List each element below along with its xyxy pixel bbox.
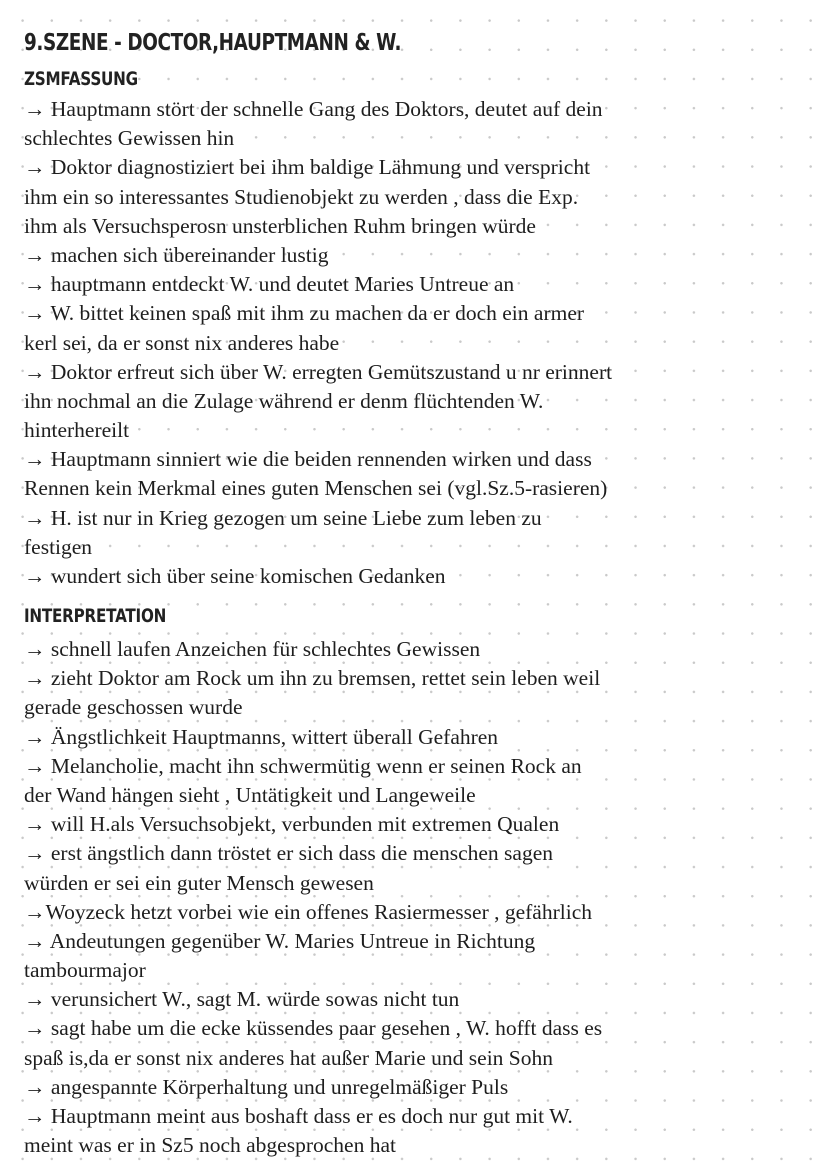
summary-line: → wundert sich über seine komischen Gedanken xyxy=(24,564,446,588)
summary-line: → H. ist nur in Krieg gezogen um seine Liebe zum leben zu xyxy=(24,505,542,530)
interpretation-line: → zieht Doktor am Rock um ihn zu bremsen, rettet sein leben weil xyxy=(24,666,601,691)
summary-line: schlechtes Gewissen hin xyxy=(24,126,235,151)
interpretation-line: → Andeutungen gegenüber W. Maries Untreue in Richtung xyxy=(24,928,536,953)
summary-line: ihn nochmal an die Zulage während er denm flüchtenden W. xyxy=(24,388,544,413)
summary-line: ihm ein so interessantes Studienobjekt zu werden , dass die Exp. xyxy=(24,184,579,209)
summary-line: → W. bittet keinen spaß mit ihm zu machen da er doch ein armer xyxy=(24,301,585,326)
interpretation-line: → Hauptmann meint aus boshaft dass er es doch nur gut mit W. xyxy=(24,1104,573,1128)
summary-line: Rennen kein Merkmal eines guten Menschen sei (vgl.Sz.5-rasieren) xyxy=(24,476,608,501)
summary-list xyxy=(24,95,724,591)
interpretation-line: spaß is,da er sonst nix anderes hat außer Marie und sein Sohn xyxy=(24,1045,554,1070)
interpretation-line: → Melancholie, macht ihn schwermütig wenn er seinen Rock an xyxy=(24,753,582,778)
interpretation-line: → Ängstlichkeit Hauptmanns, wittert überall Gefahren xyxy=(24,724,499,749)
interpretation-line: der Wand hängen sieht , Untätigkeit und Langeweile xyxy=(24,782,476,807)
interpretation-list xyxy=(24,635,724,1160)
interpretation-line: → verunsichert W., sagt M. würde sowas nicht tun xyxy=(24,987,460,1012)
interpretation-line: →Woyzeck hetzt vorbei wie ein offenes Rasiermesser , gefährlich xyxy=(24,899,592,924)
interpretation-line: gerade geschossen wurde xyxy=(24,695,243,720)
summary-heading: ZSMFASSUNG xyxy=(24,68,138,90)
summary-line: hinterhereilt xyxy=(24,418,130,443)
interpretation-line: → erst ängstlich dann tröstet er sich dass die menschen sagen xyxy=(24,841,553,866)
interpretation-heading: INTERPRETATION xyxy=(24,605,167,627)
summary-line: ihm als Versuchsperosn unsterblichen Ruhm bringen würde xyxy=(24,213,536,238)
interpretation-line: meint was er in Sz5 noch abgesprochen hat xyxy=(24,1133,396,1158)
interpretation-line: → angespannte Körperhaltung und unregelmäßiger Puls xyxy=(24,1074,509,1099)
summary-line: → Doktor erfreut sich über W. erregten Gemütszustand u nr erinnert xyxy=(24,359,613,384)
summary-line: → Doktor diagnostiziert bei ihm baldige Lähmung und verspricht xyxy=(24,155,591,180)
summary-line: → machen sich übereinander lustig xyxy=(24,242,329,267)
interpretation-line: → schnell laufen Anzeichen für schlechtes Gewissen xyxy=(24,637,481,661)
interpretation-line: → will H.als Versuchsobjekt, verbunden mit extremen Qualen xyxy=(24,812,560,837)
interpretation-line: → sagt habe um die ecke küssendes paar gesehen , W. hofft dass es xyxy=(24,1016,603,1041)
summary-line: → Hauptmann stört der schnelle Gang des Doktors, deutet auf dein xyxy=(24,97,603,121)
page-title: 9.SZENE - DOCTOR,HAUPTMANN & W. xyxy=(24,30,402,56)
interpretation-line: würden er sei ein guter Mensch gewesen xyxy=(24,870,374,895)
summary-line: kerl sei, da er sonst nix anderes habe xyxy=(24,330,340,355)
summary-line: festigen xyxy=(24,534,93,559)
interpretation-line: tambourmajor xyxy=(24,958,146,983)
summary-line: → hauptmann entdeckt W. und deutet Maries Untreue an xyxy=(24,272,515,297)
summary-line: → Hauptmann sinniert wie die beiden rennenden wirken und dass xyxy=(24,447,592,472)
